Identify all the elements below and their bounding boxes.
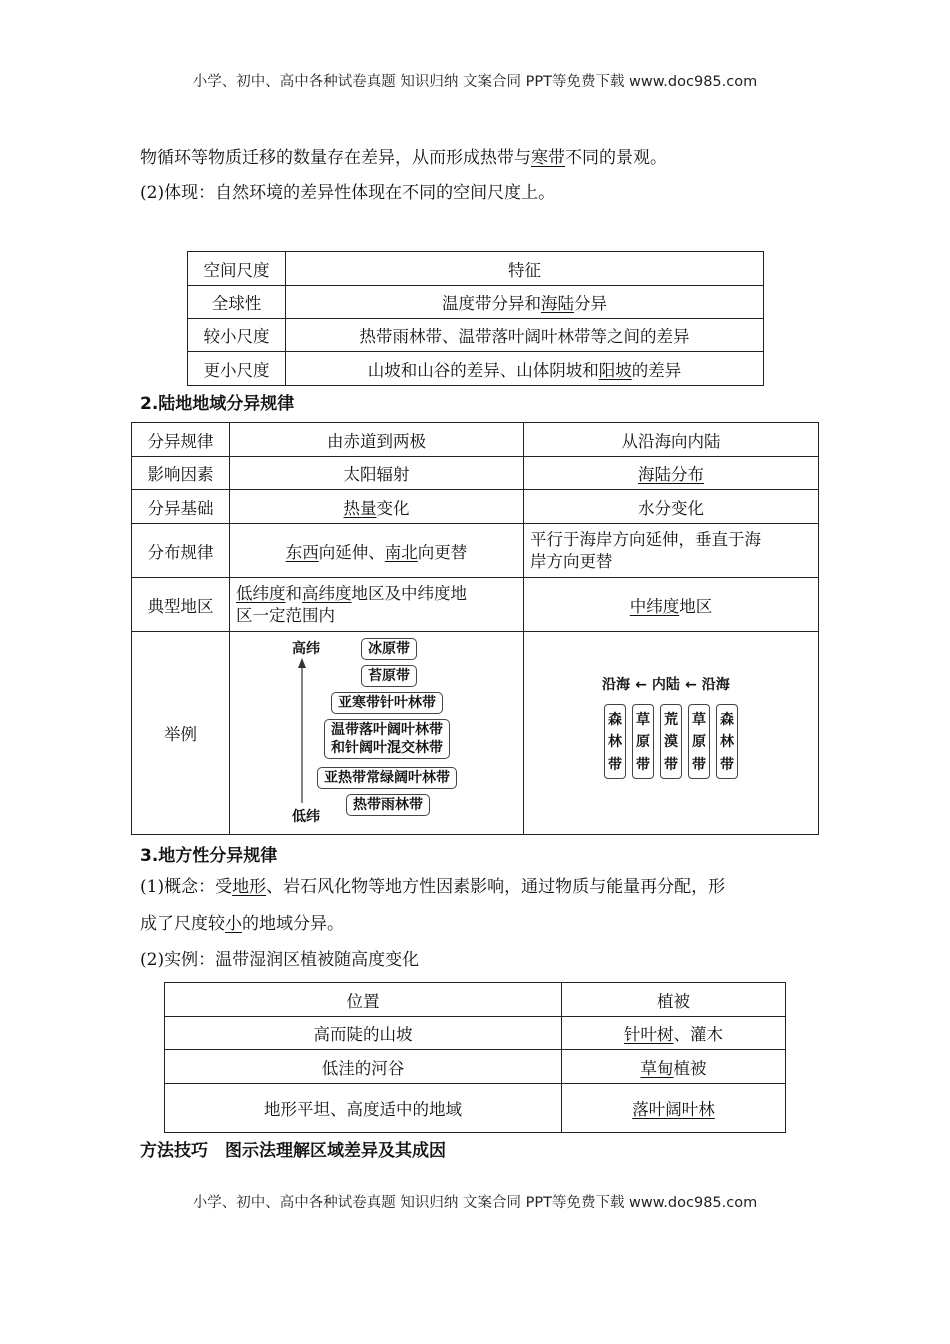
belt-tundra: 苔原带: [361, 665, 417, 687]
vegetation-table: [164, 982, 786, 1133]
zone-desert: 荒 漠 带: [660, 704, 682, 779]
page-header: 小学、初中、高中各种试卷真题 知识归纳 文案合同 PPT等免费下载 www.doc985.com: [192, 74, 758, 90]
belt-taiga: 亚寒带针叶林带: [331, 692, 443, 714]
section-3-title: 3.地方性分异规律: [140, 846, 278, 866]
row-label: 举例: [132, 632, 230, 835]
vegetation-cell: 草甸植被: [562, 1050, 786, 1084]
cell: 低纬度和高纬度地区及中纬度地 区一定范围内: [230, 578, 524, 632]
th-vegetation: 植被: [562, 983, 786, 1017]
intro-line-1: 物循环等物质迁移的数量存在差异，从而形成热带与寒带不同的景观。: [140, 148, 667, 168]
th-scale: 空间尺度: [188, 252, 286, 286]
th-position: 位置: [165, 983, 562, 1017]
vegetation-cell: 落叶阔叶林: [562, 1084, 786, 1133]
scale-cell: 较小尺度: [188, 319, 286, 352]
coast-left-label: 沿海: [602, 677, 630, 693]
lat-high-label: 高纬: [292, 641, 320, 657]
feature-cell: 温度带分异和海陆分异: [286, 286, 764, 319]
scale-cell: 更小尺度: [188, 352, 286, 386]
zone-grassland-right: 草 原 带: [688, 704, 710, 779]
row-label: 典型地区: [132, 578, 230, 632]
cell: 海陆分布: [524, 457, 819, 490]
position-cell: 地形平坦、高度适中的地域: [165, 1084, 562, 1133]
feature-cell: 山坡和山谷的差异、山体阴坡和阳坡的差异: [286, 352, 764, 386]
th-rule: 分异规律: [132, 423, 230, 457]
cell: 中纬度地区: [524, 578, 819, 632]
belt-temperate: 温带落叶阔叶林带 和针阔叶混交林带: [324, 719, 450, 759]
method-tip-title: 方法技巧 图示法理解区域差异及其成因: [140, 1141, 446, 1161]
inland-label: 内陆: [651, 677, 680, 693]
th-coast-inland: 从沿海向内陆: [524, 423, 819, 457]
latitude-diagram-cell: [230, 632, 524, 835]
belt-subtropical: 亚热带常绿阔叶林带: [317, 767, 457, 789]
row-label: 分布规律: [132, 524, 230, 578]
belt-tropical: 热带雨林带: [346, 794, 430, 816]
row-label: 影响因素: [132, 457, 230, 490]
concept-line-2: 成了尺度较小的地域分异。: [140, 914, 344, 934]
coast-inland-diagram: [524, 632, 818, 834]
concept-line-1: (1)概念：受地形、岩石风化物等地方性因素影响，通过物质与能量再分配，形: [140, 877, 726, 897]
latitude-diagram: [230, 632, 523, 834]
section-2-title: 2.陆地地域分异规律: [140, 394, 295, 414]
left-arrow-icon: ←: [685, 677, 702, 693]
cell: 水分变化: [524, 490, 819, 524]
position-cell: 低洼的河谷: [165, 1050, 562, 1084]
vegetation-zones: [604, 704, 744, 780]
left-arrow-icon: ←: [635, 677, 652, 693]
cell: 热量变化: [230, 490, 524, 524]
belt-ice: 冰原带: [361, 638, 417, 660]
example-line: (2)实例：温带湿润区植被随高度变化: [140, 950, 420, 970]
cell: 太阳辐射: [230, 457, 524, 490]
coast-inland-axis: [602, 674, 730, 694]
scale-table: [187, 251, 764, 386]
feature-cell: 热带雨林带、温带落叶阔叶林带等之间的差异: [286, 319, 764, 352]
lat-low-label: 低纬: [292, 809, 320, 825]
coast-diagram-cell: [524, 632, 819, 835]
intro-line-2: (2)体现：自然环境的差异性体现在不同的空间尺度上。: [140, 183, 556, 203]
zone-forest-right: 森 林 带: [716, 704, 738, 779]
zone-grassland-left: 草 原 带: [632, 704, 654, 779]
row-label: 分异基础: [132, 490, 230, 524]
coast-right-label: 沿海: [701, 677, 730, 693]
position-cell: 高而陡的山坡: [165, 1017, 562, 1050]
zone-forest-left: 森 林 带: [604, 704, 626, 779]
page-footer: 小学、初中、高中各种试卷真题 知识归纳 文案合同 PPT等免费下载 www.doc985.com: [192, 1195, 758, 1211]
th-feature: 特征: [286, 252, 764, 286]
scale-cell: 全球性: [188, 286, 286, 319]
vegetation-cell: 针叶树、灌木: [562, 1017, 786, 1050]
cell: 东西向延伸、南北向更替: [230, 524, 524, 578]
th-equator-pole: 由赤道到两极: [230, 423, 524, 457]
up-arrow-icon: [296, 658, 308, 803]
cell: 平行于海岸方向延伸，垂直于海 岸方向更替: [524, 524, 819, 578]
land-zonation-table: [131, 422, 819, 835]
